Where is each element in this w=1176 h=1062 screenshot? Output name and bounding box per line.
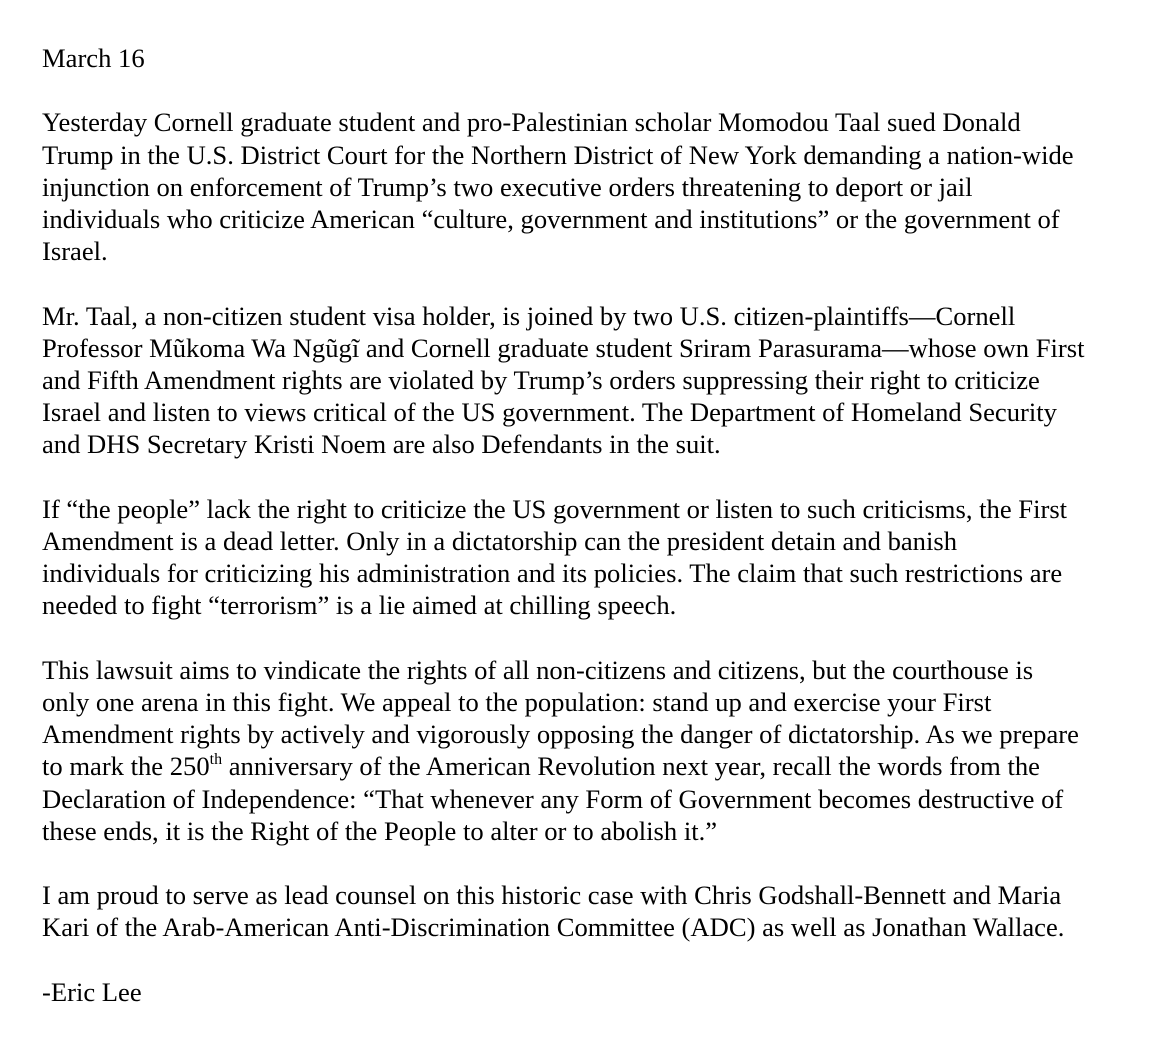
text-line: Mr. Taal, a non-citizen student visa holder, is joined by two U.S. citizen-plaintiffs—Cornell	[42, 300, 1016, 331]
paragraph-first-amendment	[42, 493, 1142, 622]
text-line: This lawsuit aims to vindicate the rights of all non-citizens and citizens, but the courthouse is	[42, 654, 1034, 685]
text-line: Professor Mũkoma Wa Ngũgĩ and Cornell graduate student Sriram Parasurama—whose own First	[42, 332, 1085, 363]
text-line: only one arena in this fight. We appeal to the population: stand up and exercise your First	[42, 687, 992, 717]
text-line: individuals who criticize American “culture, government and institutions” or the government of	[42, 204, 1060, 234]
signature	[42, 976, 1142, 1008]
text-line: and Fifth Amendment rights are violated by Trump’s orders suppressing their right to criticize	[42, 365, 1040, 395]
text-segment: to mark the 250	[42, 751, 210, 782]
paragraph-counsel	[42, 879, 1142, 943]
text-line: Yesterday Cornell graduate student and pro-Palestinian scholar Momodou Taal sued Donald	[42, 107, 1021, 138]
text-line: Amendment is a dead letter. Only in a dictatorship can the president detain and banish	[42, 526, 958, 556]
letter-date	[42, 42, 1142, 74]
text-segment: anniversary of the American Revolution next year, recall the words from the	[222, 751, 1040, 782]
text-line: individuals for criticizing his administration and its policies. The claim that such restrictions are	[42, 558, 1063, 589]
text-line: Amendment rights by actively and vigorously opposing the danger of dictatorship. As we prepare	[42, 719, 1079, 750]
text-line: and DHS Secretary Kristi Noem are also Defendants in the suit.	[42, 429, 721, 460]
letter-document	[42, 42, 1142, 1008]
text-line: If “the people” lack the right to criticize the US government or listen to such criticisms, the First	[42, 493, 1068, 524]
paragraph-lawsuit-filed	[42, 106, 1142, 267]
text-line: these ends, it is the Right of the People to alter or to abolish it.”	[42, 815, 718, 846]
text-line: I am proud to serve as lead counsel on this historic case with Chris Godshall-Bennett and Maria	[42, 880, 1062, 911]
ordinal-superscript: th	[209, 751, 223, 769]
date-text: March 16	[42, 43, 145, 73]
paragraph-appeal	[42, 654, 1142, 847]
text-line: Declaration of Independence: “That whenever any Form of Government becomes destructive of	[42, 783, 1064, 814]
text-line: Trump in the U.S. District Court for the Northern District of New York demanding a nation-wide	[42, 139, 1074, 170]
signature-text: -Eric Lee	[42, 976, 142, 1007]
text-line: Kari of the Arab-American Anti-Discrimination Committee (ADC) as well as Jonathan Wallace.	[42, 912, 1065, 943]
text-line: Israel.	[42, 236, 108, 267]
paragraph-plaintiffs	[42, 300, 1142, 461]
text-line: Israel and listen to views critical of the US government. The Department of Homeland Security	[42, 397, 1057, 428]
text-line: injunction on enforcement of Trump’s two executive orders threatening to deport or jail	[42, 171, 973, 202]
text-line-with-superscript	[42, 750, 1142, 782]
text-line: needed to fight “terrorism” is a lie aimed at chilling speech.	[42, 590, 677, 621]
